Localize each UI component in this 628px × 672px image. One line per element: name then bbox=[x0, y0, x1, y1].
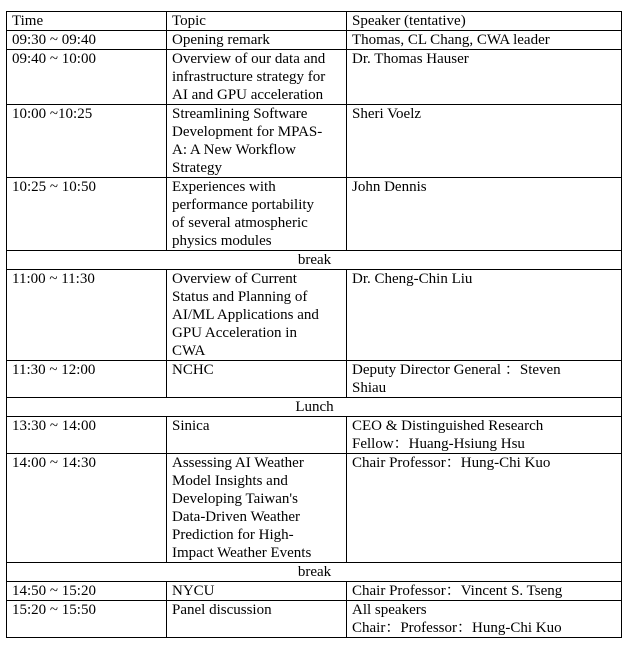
topic-line: Prediction for High- bbox=[172, 527, 294, 543]
break-row bbox=[7, 398, 622, 417]
topic-line: Data-Driven Weather bbox=[172, 509, 301, 525]
session-speaker bbox=[347, 178, 622, 251]
session-topic bbox=[167, 361, 347, 398]
header-row bbox=[7, 12, 622, 31]
speaker-line: Dr. Cheng-Chin Liu bbox=[352, 271, 473, 287]
topic-line: Overview of Current bbox=[172, 271, 297, 287]
speaker-line: CEO & Distinguished Research bbox=[352, 418, 544, 434]
session-speaker bbox=[347, 361, 622, 398]
session-topic bbox=[167, 601, 347, 638]
session-topic bbox=[167, 178, 347, 251]
session-row bbox=[7, 270, 622, 361]
session-row bbox=[7, 582, 622, 601]
topic-line: CWA bbox=[172, 343, 206, 359]
break-label: break bbox=[7, 563, 622, 582]
break-row bbox=[7, 251, 622, 270]
speaker-line: All speakers bbox=[352, 602, 427, 618]
session-speaker bbox=[347, 454, 622, 563]
session-topic bbox=[167, 417, 347, 454]
session-topic bbox=[167, 50, 347, 105]
agenda-header bbox=[7, 12, 622, 31]
session-time: 14:00 ~ 14:30 bbox=[7, 454, 167, 563]
session-time: 10:00 ~10:25 bbox=[7, 105, 167, 178]
session-row bbox=[7, 417, 622, 454]
session-time: 11:00 ~ 11:30 bbox=[7, 270, 167, 361]
topic-line: Sinica bbox=[172, 418, 210, 434]
agenda-body bbox=[7, 31, 622, 638]
session-row bbox=[7, 50, 622, 105]
topic-line: of several atmospheric bbox=[172, 215, 308, 231]
break-row bbox=[7, 563, 622, 582]
speaker-line: Sheri Voelz bbox=[352, 106, 422, 122]
topic-line: NCHC bbox=[172, 362, 214, 378]
session-row bbox=[7, 361, 622, 398]
session-time: 09:40 ~ 10:00 bbox=[7, 50, 167, 105]
topic-line: Panel discussion bbox=[172, 602, 272, 618]
topic-line: physics modules bbox=[172, 233, 272, 249]
speaker-line: Fellow：Huang-Hsiung Hsu bbox=[352, 436, 525, 452]
speaker-line: Shiau bbox=[352, 380, 387, 396]
session-time: 14:50 ~ 15:20 bbox=[7, 582, 167, 601]
session-row bbox=[7, 178, 622, 251]
header-topic: Topic bbox=[167, 12, 347, 31]
topic-line: A: A New Workflow bbox=[172, 142, 296, 158]
session-topic bbox=[167, 582, 347, 601]
session-speaker bbox=[347, 582, 622, 601]
topic-line: Strategy bbox=[172, 160, 222, 176]
session-speaker bbox=[347, 601, 622, 638]
topic-line: Overview of our data and bbox=[172, 51, 326, 67]
session-row bbox=[7, 105, 622, 178]
topic-line: performance portability bbox=[172, 197, 315, 213]
topic-line: Streamlining Software bbox=[172, 106, 308, 122]
session-speaker bbox=[347, 270, 622, 361]
session-row bbox=[7, 454, 622, 563]
session-time: 10:25 ~ 10:50 bbox=[7, 178, 167, 251]
topic-line: Status and Planning of bbox=[172, 289, 308, 305]
session-topic bbox=[167, 454, 347, 563]
header-speaker: Speaker (tentative) bbox=[347, 12, 622, 31]
topic-line: NYCU bbox=[172, 583, 215, 599]
header-time: Time bbox=[7, 12, 167, 31]
session-speaker bbox=[347, 50, 622, 105]
topic-line: infrastructure strategy for bbox=[172, 69, 326, 85]
break-label: Lunch bbox=[7, 398, 622, 417]
session-topic bbox=[167, 31, 347, 50]
topic-line: Model Insights and bbox=[172, 473, 288, 489]
topic-line: Opening remark bbox=[172, 32, 270, 48]
topic-line: AI/ML Applications and bbox=[172, 307, 319, 323]
speaker-line: Chair Professor：Hung-Chi Kuo bbox=[352, 455, 551, 471]
session-topic bbox=[167, 270, 347, 361]
session-topic bbox=[167, 105, 347, 178]
speaker-line: Thomas, CL Chang, CWA leader bbox=[352, 32, 550, 48]
break-label: break bbox=[7, 251, 622, 270]
session-row bbox=[7, 31, 622, 50]
speaker-line: Chair Professor：Vincent S. Tseng bbox=[352, 583, 563, 599]
speaker-line: Dr. Thomas Hauser bbox=[352, 51, 469, 67]
speaker-line: John Dennis bbox=[352, 179, 427, 195]
session-time: 09:30 ~ 09:40 bbox=[7, 31, 167, 50]
topic-line: Assessing AI Weather bbox=[172, 455, 304, 471]
topic-line: Experiences with bbox=[172, 179, 276, 195]
speaker-line: Deputy Director General ：Steven bbox=[352, 362, 561, 378]
topic-line: AI and GPU acceleration bbox=[172, 87, 324, 103]
session-time: 11:30 ~ 12:00 bbox=[7, 361, 167, 398]
session-time: 15:20 ~ 15:50 bbox=[7, 601, 167, 638]
session-speaker bbox=[347, 31, 622, 50]
session-row bbox=[7, 601, 622, 638]
session-speaker bbox=[347, 417, 622, 454]
agenda-table bbox=[6, 11, 622, 638]
session-speaker bbox=[347, 105, 622, 178]
topic-line: Impact Weather Events bbox=[172, 545, 312, 561]
topic-line: Development for MPAS- bbox=[172, 124, 323, 140]
session-time: 13:30 ~ 14:00 bbox=[7, 417, 167, 454]
topic-line: Developing Taiwan's bbox=[172, 491, 298, 507]
topic-line: GPU Acceleration in bbox=[172, 325, 297, 341]
speaker-line: Chair：Professor：Hung-Chi Kuo bbox=[352, 620, 562, 636]
